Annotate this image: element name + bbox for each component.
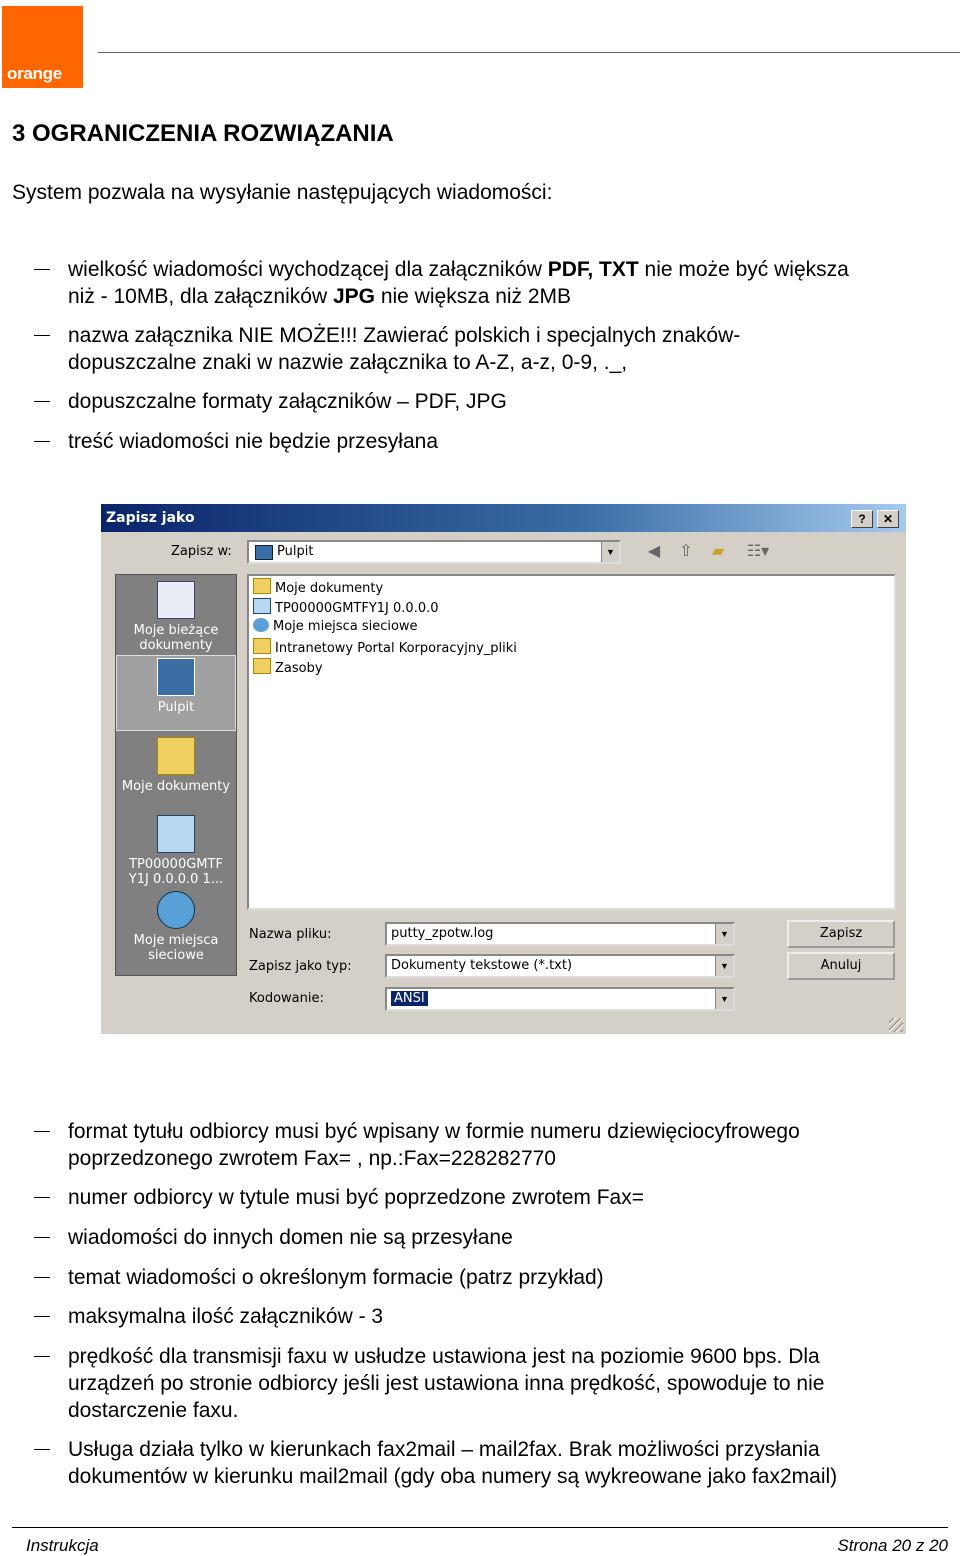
orange-logo: [2, 6, 83, 88]
place-label: Moje miejsca sieciowe: [133, 933, 219, 963]
list-item-text: maksymalna ilość załączników - 3: [68, 1305, 384, 1328]
list-item-text: format tytułu odbiorcy musi być wpisany w formie numeru dziewięciocyfrowego: [68, 1120, 800, 1143]
text-run: nie może być większa: [638, 258, 849, 281]
file-name: Zasoby: [275, 661, 323, 676]
place-desktop[interactable]: [116, 655, 236, 731]
place-label: Pulpit: [157, 700, 195, 715]
file-list[interactable]: [247, 574, 896, 910]
cancel-button[interactable]: Anuluj: [787, 952, 895, 980]
list-item-text: poprzedzonego zwrotem Fax= , np.:Fax=228282770: [68, 1147, 556, 1170]
dash-marker: [34, 1356, 50, 1357]
encoding-value: ANSI: [391, 991, 428, 1006]
intro-text: System pozwala na wysyłanie następujących wiadomości:: [12, 181, 553, 204]
desktop-icon: [157, 658, 195, 696]
list-item-text: prędkość dla transmisji faxu w usłudze ustawiona jest na poziomie 9600 bps. Dla: [68, 1345, 820, 1368]
dialog-title: Zapisz jako: [106, 510, 195, 526]
close-button[interactable]: ✕: [877, 510, 899, 528]
list-item-text: dostarczenie faxu.: [68, 1399, 239, 1422]
dash-marker: [34, 1197, 50, 1198]
place-label: Moje bieżące dokumenty: [133, 623, 219, 653]
save-in-dropdown[interactable]: [247, 540, 621, 564]
dash-marker: [34, 1131, 50, 1132]
filetype-value: Dokumenty tekstowe (*.txt): [391, 958, 573, 973]
resize-grip[interactable]: [889, 1018, 903, 1032]
help-button[interactable]: ?: [851, 510, 873, 528]
dash-marker: [34, 401, 50, 402]
list-item-text: numer odbiorcy w tytule musi być poprzedzone zwrotem Fax=: [68, 1186, 644, 1209]
filename-input[interactable]: [385, 922, 735, 946]
folder-icon: [253, 638, 271, 654]
chevron-down-icon[interactable]: ▼: [715, 956, 733, 976]
save-as-dialog: [101, 504, 906, 1034]
places-bar: [115, 574, 237, 976]
file-name: Intranetowy Portal Korporacyjny_pliki: [275, 641, 517, 656]
list-item[interactable]: [253, 578, 383, 596]
save-button[interactable]: Zapisz: [787, 920, 895, 948]
file-name: Moje dokumenty: [275, 581, 384, 596]
encoding-label: Kodowanie:: [249, 991, 324, 1006]
place-my-computer[interactable]: [116, 815, 236, 887]
text-run: wielkość wiadomości wychodzącej dla załączników: [68, 258, 548, 281]
dash-marker: [34, 441, 50, 442]
logo-text: orange: [7, 64, 62, 83]
folder-icon: [253, 578, 271, 594]
save-in-value: Pulpit: [277, 544, 314, 559]
filename-value: putty_zpotw.log: [391, 926, 494, 941]
list-item-text: treść wiadomości nie będzie przesyłana: [68, 430, 439, 453]
list-item-text: temat wiadomości o określonym formacie (patrz przykład): [68, 1266, 604, 1289]
new-folder-icon[interactable]: ▰: [711, 543, 725, 560]
place-my-documents[interactable]: [116, 737, 236, 794]
chevron-down-icon[interactable]: ▼: [601, 542, 619, 562]
list-item[interactable]: [253, 658, 323, 676]
file-name: TP00000GMTFY1J 0.0.0.0: [275, 601, 439, 616]
dash-marker: [34, 335, 50, 336]
computer-icon: [157, 815, 195, 853]
place-label: TP00000GMTF Y1J 0.0.0.0 1...: [128, 857, 224, 887]
header-divider: [98, 52, 960, 53]
dash-marker: [34, 1316, 50, 1317]
page-number: Strona 20 z 20: [837, 1536, 948, 1555]
dash-marker: [34, 1277, 50, 1278]
text-run: nie większa niż 2MB: [374, 285, 572, 308]
view-menu-icon[interactable]: ☷▾: [746, 543, 770, 560]
list-item-text: urządzeń po stronie odbiorcy jeśli jest ustawiona inna prędkość, spowoduje to nie: [68, 1372, 825, 1395]
list-item-text: dopuszczalne znaki w nazwie załącznika to A-Z, a-z, 0-9, ._,: [68, 351, 628, 374]
network-places-icon: [157, 891, 195, 929]
bold-text: JPG: [332, 285, 375, 308]
list-item-text: dokumentów w kierunku mail2mail (gdy oba numery są wykreowane jako fax2mail): [68, 1465, 838, 1488]
folder-icon: [253, 658, 271, 674]
recent-documents-icon: [157, 581, 195, 619]
list-item-text: dopuszczalne formaty załączników – PDF, JPG: [68, 390, 507, 413]
list-item-text: Usługa działa tylko w kierunkach fax2mail – mail2fax. Brak możliwości przysłania: [68, 1438, 820, 1461]
filetype-label: Zapisz jako typ:: [249, 959, 352, 974]
file-name: Moje miejsca sieciowe: [273, 619, 418, 634]
text-run: niż - 10MB, dla załączników: [68, 285, 333, 308]
filename-label: Nazwa pliku:: [249, 927, 332, 942]
list-item[interactable]: [253, 638, 517, 656]
place-recent-documents[interactable]: [116, 581, 236, 653]
dash-marker: [34, 1449, 50, 1450]
save-in-label: Zapisz w:: [171, 544, 232, 559]
dialog-titlebar: [101, 504, 906, 532]
filetype-dropdown[interactable]: [385, 954, 735, 978]
dash-marker: [34, 1237, 50, 1238]
chevron-down-icon[interactable]: ▼: [715, 924, 733, 944]
computer-icon: [253, 598, 271, 614]
footer-left: Instrukcja: [26, 1536, 99, 1555]
list-item-text: wiadomości do innych domen nie są przesyłane: [68, 1226, 513, 1249]
chevron-down-icon[interactable]: ▼: [715, 989, 733, 1009]
bold-text: PDF, TXT: [547, 258, 639, 281]
section-heading: 3 OGRANICZENIA ROZWIĄZANIA: [12, 120, 394, 147]
list-item-text: nazwa załącznika NIE MOŻE!!! Zawierać polskich i specjalnych znaków-: [68, 324, 741, 347]
back-icon[interactable]: ◀: [647, 543, 661, 560]
dash-marker: [34, 269, 50, 270]
list-item[interactable]: [253, 598, 439, 616]
my-documents-icon: [157, 737, 195, 775]
up-folder-icon[interactable]: ⇧: [679, 543, 693, 560]
list-item[interactable]: [253, 618, 418, 636]
place-network[interactable]: [116, 891, 236, 963]
place-label: Moje dokumenty: [121, 779, 231, 794]
encoding-dropdown[interactable]: [385, 987, 735, 1011]
desktop-icon: [255, 545, 273, 560]
footer-divider: [12, 1527, 948, 1528]
network-places-icon: [253, 618, 269, 632]
